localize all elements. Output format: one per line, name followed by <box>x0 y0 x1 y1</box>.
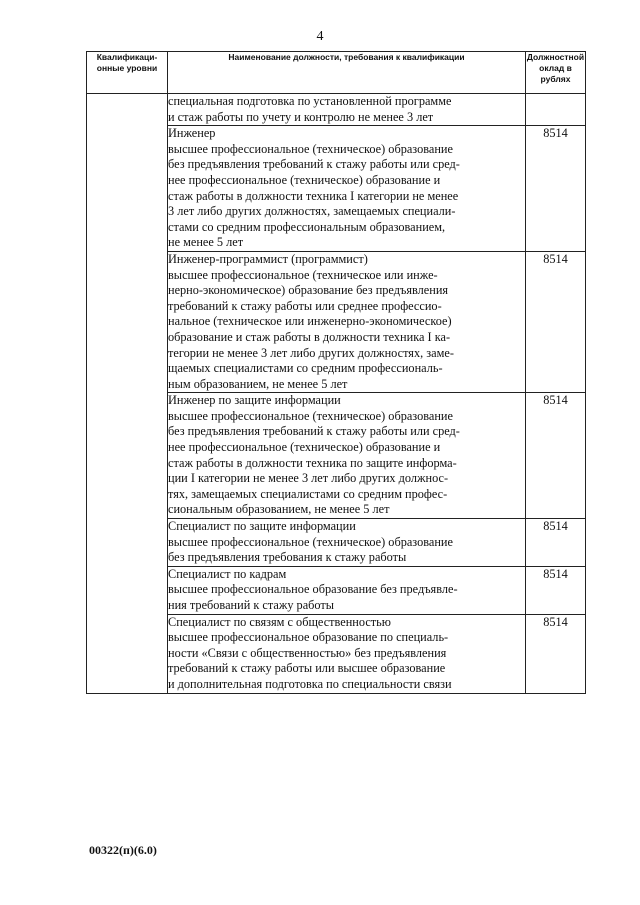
requirement-line: 3 лет либо других должностях, замещаемых специали- <box>168 204 456 219</box>
position-title: Специалист по кадрам <box>168 566 287 581</box>
position-description-cell <box>168 126 526 252</box>
requirement-line: высшее профессиональное (техническое) образование <box>168 141 453 156</box>
requirement-line: нерно-экономическое) образование без предъявления <box>168 283 449 298</box>
requirement-line: сиональным образованием, не менее 5 лет <box>168 502 390 517</box>
requirement-line: нее профессиональное (техническое) образование и <box>168 440 441 455</box>
requirement-line: высшее профессиональное образование по специаль- <box>168 630 449 645</box>
header-salary: Должностной оклад в рублях <box>526 52 586 94</box>
salary-cell: 8514 <box>526 566 586 614</box>
position-description-cell <box>168 393 526 519</box>
requirement-line: тях, замещаемых специалистами со средним профес- <box>168 486 448 501</box>
requirement-line: высшее профессиональное (техническое) образование <box>168 534 453 549</box>
salary-cell: 8514 <box>526 126 586 252</box>
position-description-cell <box>168 614 526 693</box>
requirement-line: высшее профессиональное (техническое или инже- <box>168 267 438 282</box>
position-title: Инженер <box>168 126 216 141</box>
salary-cell: 8514 <box>526 251 586 392</box>
qualification-level-cell <box>87 94 168 694</box>
document-code: 00322(п)(6.0) <box>89 843 157 857</box>
requirement-line: высшее профессиональное (техническое) образование <box>168 408 453 423</box>
requirement-line: ным образованием, не менее 5 лет <box>168 376 348 391</box>
header-position-requirements: Наименование должности, требования к квалификации <box>168 52 526 94</box>
header-qualification-levels: Квалификаци-онные уровни <box>87 52 168 94</box>
requirement-line: не менее 5 лет <box>168 235 244 250</box>
requirement-line: стаж работы в должности техника I категории не менее <box>168 188 459 203</box>
table-body <box>87 94 586 694</box>
table-header-row <box>87 52 586 94</box>
position-title: Специалист по связям с общественностью <box>168 614 391 629</box>
position-description-cell <box>168 251 526 392</box>
salary-cell: 8514 <box>526 393 586 519</box>
salary-cell: 8514 <box>526 614 586 693</box>
position-description-cell <box>168 566 526 614</box>
requirement-line: ния требований к стажу работы <box>168 598 335 612</box>
requirement-line: ции I категории не менее 3 лет либо других должнос- <box>168 471 449 486</box>
requirement-line: без предъявления требований к стажу работы или сред- <box>168 424 460 439</box>
requirement-line: щаемых специалистами со средним профессиональ- <box>168 361 443 376</box>
salary-cell <box>526 94 586 126</box>
position-title: Специалист по защите информации <box>168 519 356 534</box>
requirement-line: высшее профессиональное образование без предъявле- <box>168 582 458 597</box>
requirement-line: требований к стажу работы или среднее профессио- <box>168 298 442 313</box>
qualification-table <box>86 51 586 694</box>
position-title: Инженер-программист (программист) <box>168 251 368 266</box>
requirement-line: без предъявления требований к стажу работы или сред- <box>168 157 460 172</box>
requirement-line: требований к стажу работы или высшее образование <box>168 661 446 676</box>
requirement-line: и стаж работы по учету и контролю не менее 3 лет <box>168 109 434 124</box>
requirement-line: образование и стаж работы в должности техника I ка- <box>168 329 451 344</box>
requirement-line: и дополнительная подготовка по специальности связи <box>168 676 452 691</box>
table-row <box>87 94 586 126</box>
position-description-cell <box>168 519 526 567</box>
requirement-line: ности «Связи с общественностью» без предъявления <box>168 645 447 660</box>
requirement-line: стаж работы в должности техника по защите информа- <box>168 455 457 470</box>
page-number: 4 <box>316 29 324 44</box>
requirement-line: стами со средним профессиональным образованием, <box>168 219 446 234</box>
requirement-line: нальное (техническое или инженерно-экономическое) <box>168 314 452 329</box>
requirement-line: без предъявления требования к стажу работы <box>168 550 407 565</box>
requirement-line: тегории не менее 3 лет либо других должностях, заме- <box>168 345 454 360</box>
requirement-line: специальная подготовка по установленной программе <box>168 94 452 108</box>
position-title: Инженер по защите информации <box>168 393 341 408</box>
requirement-line: нее профессиональное (техническое) образование и <box>168 172 441 187</box>
position-description-cell <box>168 94 526 126</box>
salary-cell: 8514 <box>526 519 586 567</box>
